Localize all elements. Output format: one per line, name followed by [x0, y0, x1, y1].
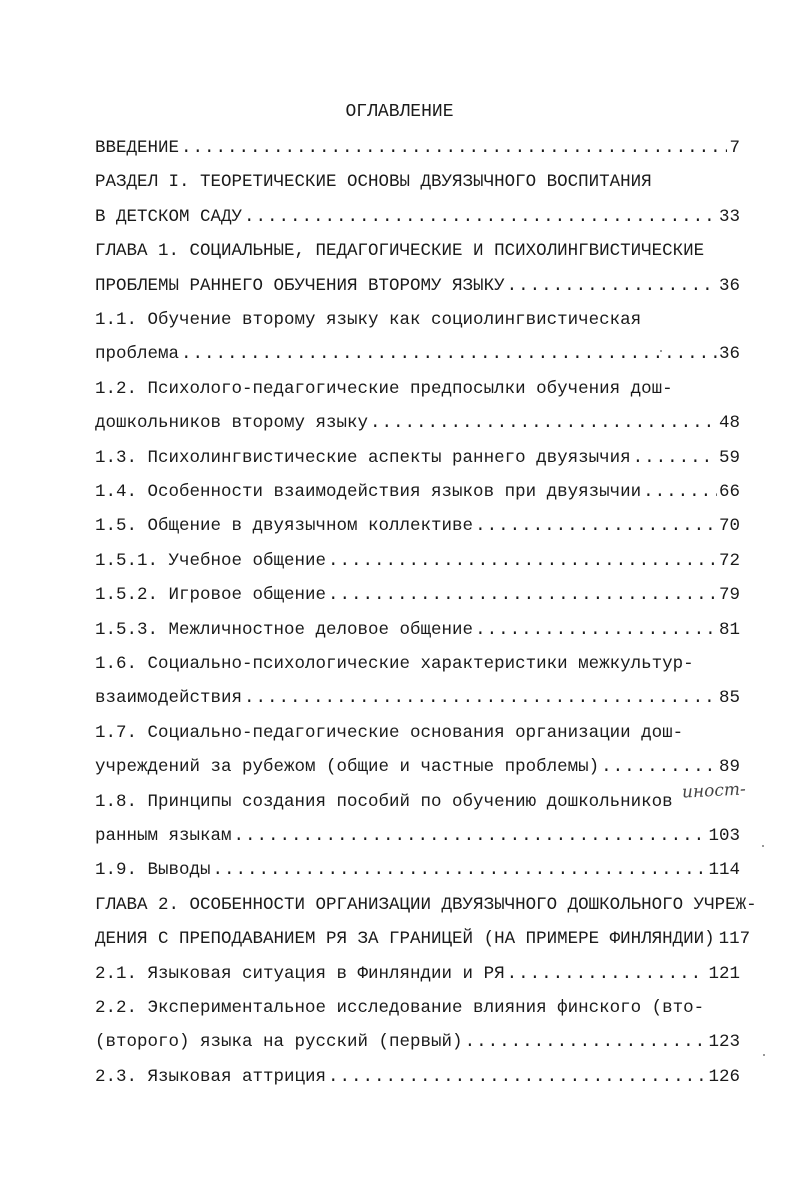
toc-page-number: 33 — [718, 207, 740, 227]
toc-entry — [95, 824, 740, 848]
toc-entry-text: 2.3. Языковая аттриция — [95, 1067, 327, 1087]
toc-leader-dots — [475, 514, 717, 538]
toc-page-number: 117 — [718, 929, 751, 949]
toc-entry-text: дошкольников второму языку — [95, 413, 369, 433]
toc-entry-text: 2.1. Языковая ситуация в Финляндии и РЯ — [95, 964, 505, 984]
toc-entry-text: ДЕНИЯ С ПРЕПОДАВАНИЕМ РЯ ЗА ГРАНИЦЕЙ (НА ПРИМЕРЕ ФИНЛЯНДИИ) — [95, 929, 715, 949]
toc-leader-dots — [328, 549, 717, 573]
toc-entry — [95, 377, 740, 401]
toc-entry — [95, 790, 740, 814]
toc-entry — [95, 686, 740, 710]
toc-entry-text: ПРОБЛЕМЫ РАННЕГО ОБУЧЕНИЯ ВТОРОМУ ЯЗЫКУ — [95, 276, 505, 296]
toc-leader-dots — [507, 962, 707, 986]
toc-entry-text: 1.5.2. Игровое общение — [95, 585, 327, 605]
toc-entry — [95, 755, 740, 779]
toc-page-number: 79 — [718, 585, 740, 605]
scan-speck — [660, 350, 662, 352]
toc-entry — [95, 514, 740, 538]
toc-entry — [95, 996, 740, 1020]
toc-leader-dots — [244, 205, 717, 229]
toc-entry — [95, 1065, 740, 1089]
scan-speck — [763, 1054, 765, 1056]
toc-entry — [95, 480, 740, 504]
toc-entry — [95, 446, 740, 470]
toc-entry — [95, 549, 740, 573]
toc-page-number: 36 — [718, 276, 740, 296]
toc-leader-dots — [213, 858, 707, 882]
toc-entry — [95, 170, 740, 194]
toc-entry — [95, 274, 740, 298]
toc-entry-text: ГЛАВА 2. ОСОБЕННОСТИ ОРГАНИЗАЦИИ ДВУЯЗЫЧНОГО ДОШКОЛЬНОГО УЧРЕЖ- — [95, 895, 757, 915]
toc-entry — [95, 618, 740, 642]
toc-leader-dots — [234, 824, 707, 848]
toc-entry — [95, 205, 740, 229]
toc-entry-text: 1.2. Психолого-педагогические предпосылки обучения дош- — [95, 379, 673, 399]
toc-entry-text: 2.2. Экспериментальное исследование влияния финского (вто- — [95, 998, 705, 1018]
toc-entry-text: РАЗДЕЛ I. ТЕОРЕТИЧЕСКИЕ ОСНОВЫ ДВУЯЗЫЧНОГО ВОСПИТАНИЯ — [95, 172, 652, 192]
toc-page-number: 89 — [718, 757, 740, 777]
toc-page-number: 85 — [718, 688, 740, 708]
toc-entry-text: 1.9. Выводы — [95, 860, 211, 880]
toc-page-number: 7 — [729, 138, 740, 158]
toc-entry — [95, 136, 740, 160]
toc-entry — [95, 239, 740, 263]
toc-page-number: 36 — [718, 344, 740, 364]
toc-page-number: 114 — [708, 860, 740, 880]
toc-page-number: 72 — [718, 551, 740, 571]
toc-leader-dots — [181, 342, 717, 366]
toc-entry — [95, 962, 740, 986]
toc-entry — [95, 411, 740, 435]
toc-entry — [95, 721, 740, 745]
toc-leader-dots — [465, 1030, 707, 1054]
toc-leader-dots — [633, 446, 717, 470]
toc-entry — [95, 652, 740, 676]
toc-leader-dots — [244, 686, 717, 710]
toc-entry — [95, 583, 740, 607]
toc-page-number: 70 — [718, 516, 740, 536]
toc-entry-text: 1.5. Общение в двуязычном коллективе — [95, 516, 474, 536]
toc-entry-text: (второго) языка на русский (первый) — [95, 1032, 463, 1052]
toc-entry — [95, 342, 740, 366]
toc-leader-dots — [507, 274, 717, 298]
toc-page-number: 59 — [718, 448, 740, 468]
toc-entry — [95, 308, 740, 332]
toc-leader-dots — [370, 411, 717, 435]
toc-leader-dots — [475, 618, 717, 642]
toc-leader-dots — [328, 1065, 706, 1089]
toc-entry-text: 1.5.1. Учебное общение — [95, 551, 327, 571]
toc-entry-text: 1.4. Особенности взаимодействия языков при двуязычии — [95, 482, 642, 502]
toc-entry-text: В ДЕТСКОМ САДУ — [95, 207, 243, 227]
toc-entry-text: взаимодействия — [95, 688, 243, 708]
toc-page-number: 66 — [718, 482, 740, 502]
toc-entry-text: 1.7. Социально-педагогические основания организации дош- — [95, 723, 684, 743]
toc-page-number: 81 — [718, 620, 740, 640]
toc-entry-text: ГЛАВА 1. СОЦИАЛЬНЫЕ, ПЕДАГОГИЧЕСКИЕ И ПСИХОЛИНГВИСТИЧЕСКИЕ — [95, 241, 705, 261]
toc-leader-dots — [643, 480, 717, 504]
toc-entry-text: 1.8. Принципы создания пособий по обучению дошкольников — [95, 792, 673, 812]
toc-leader-dots — [601, 755, 717, 779]
handwritten-note: иност- — [681, 779, 747, 803]
toc-entry — [95, 858, 740, 882]
toc-entry-text: проблема — [95, 344, 180, 364]
toc-entry-text: 1.6. Социально-психологические характеристики межкультур- — [95, 654, 694, 674]
toc-entry-text: 1.3. Психолингвистические аспекты раннего двуязычия — [95, 448, 631, 468]
toc-leader-dots — [181, 136, 727, 160]
toc-page-number: 126 — [708, 1067, 740, 1087]
toc-entry-text: ранным языкам — [95, 826, 232, 846]
toc-entry-text: 1.1. Обучение второму языку как социолингвистическая — [95, 310, 642, 330]
toc-page-number: 103 — [708, 826, 740, 846]
toc-leader-dots — [328, 583, 717, 607]
toc-page-number: 123 — [708, 1032, 740, 1052]
toc-page-number: 121 — [708, 964, 740, 984]
scan-speck — [762, 845, 764, 847]
toc-entry-text: 1.5.3. Межличностное деловое общение — [95, 620, 474, 640]
toc-entry-text: учреждений за рубежом (общие и частные проблемы) — [95, 757, 600, 777]
toc-entry — [95, 927, 751, 951]
toc-page-number: 48 — [718, 413, 740, 433]
toc-entry-text: ВВЕДЕНИЕ — [95, 138, 180, 158]
toc-entry — [95, 1030, 740, 1054]
toc-entry — [95, 893, 757, 917]
page-title: ОГЛАВЛЕНИЕ — [345, 102, 454, 122]
